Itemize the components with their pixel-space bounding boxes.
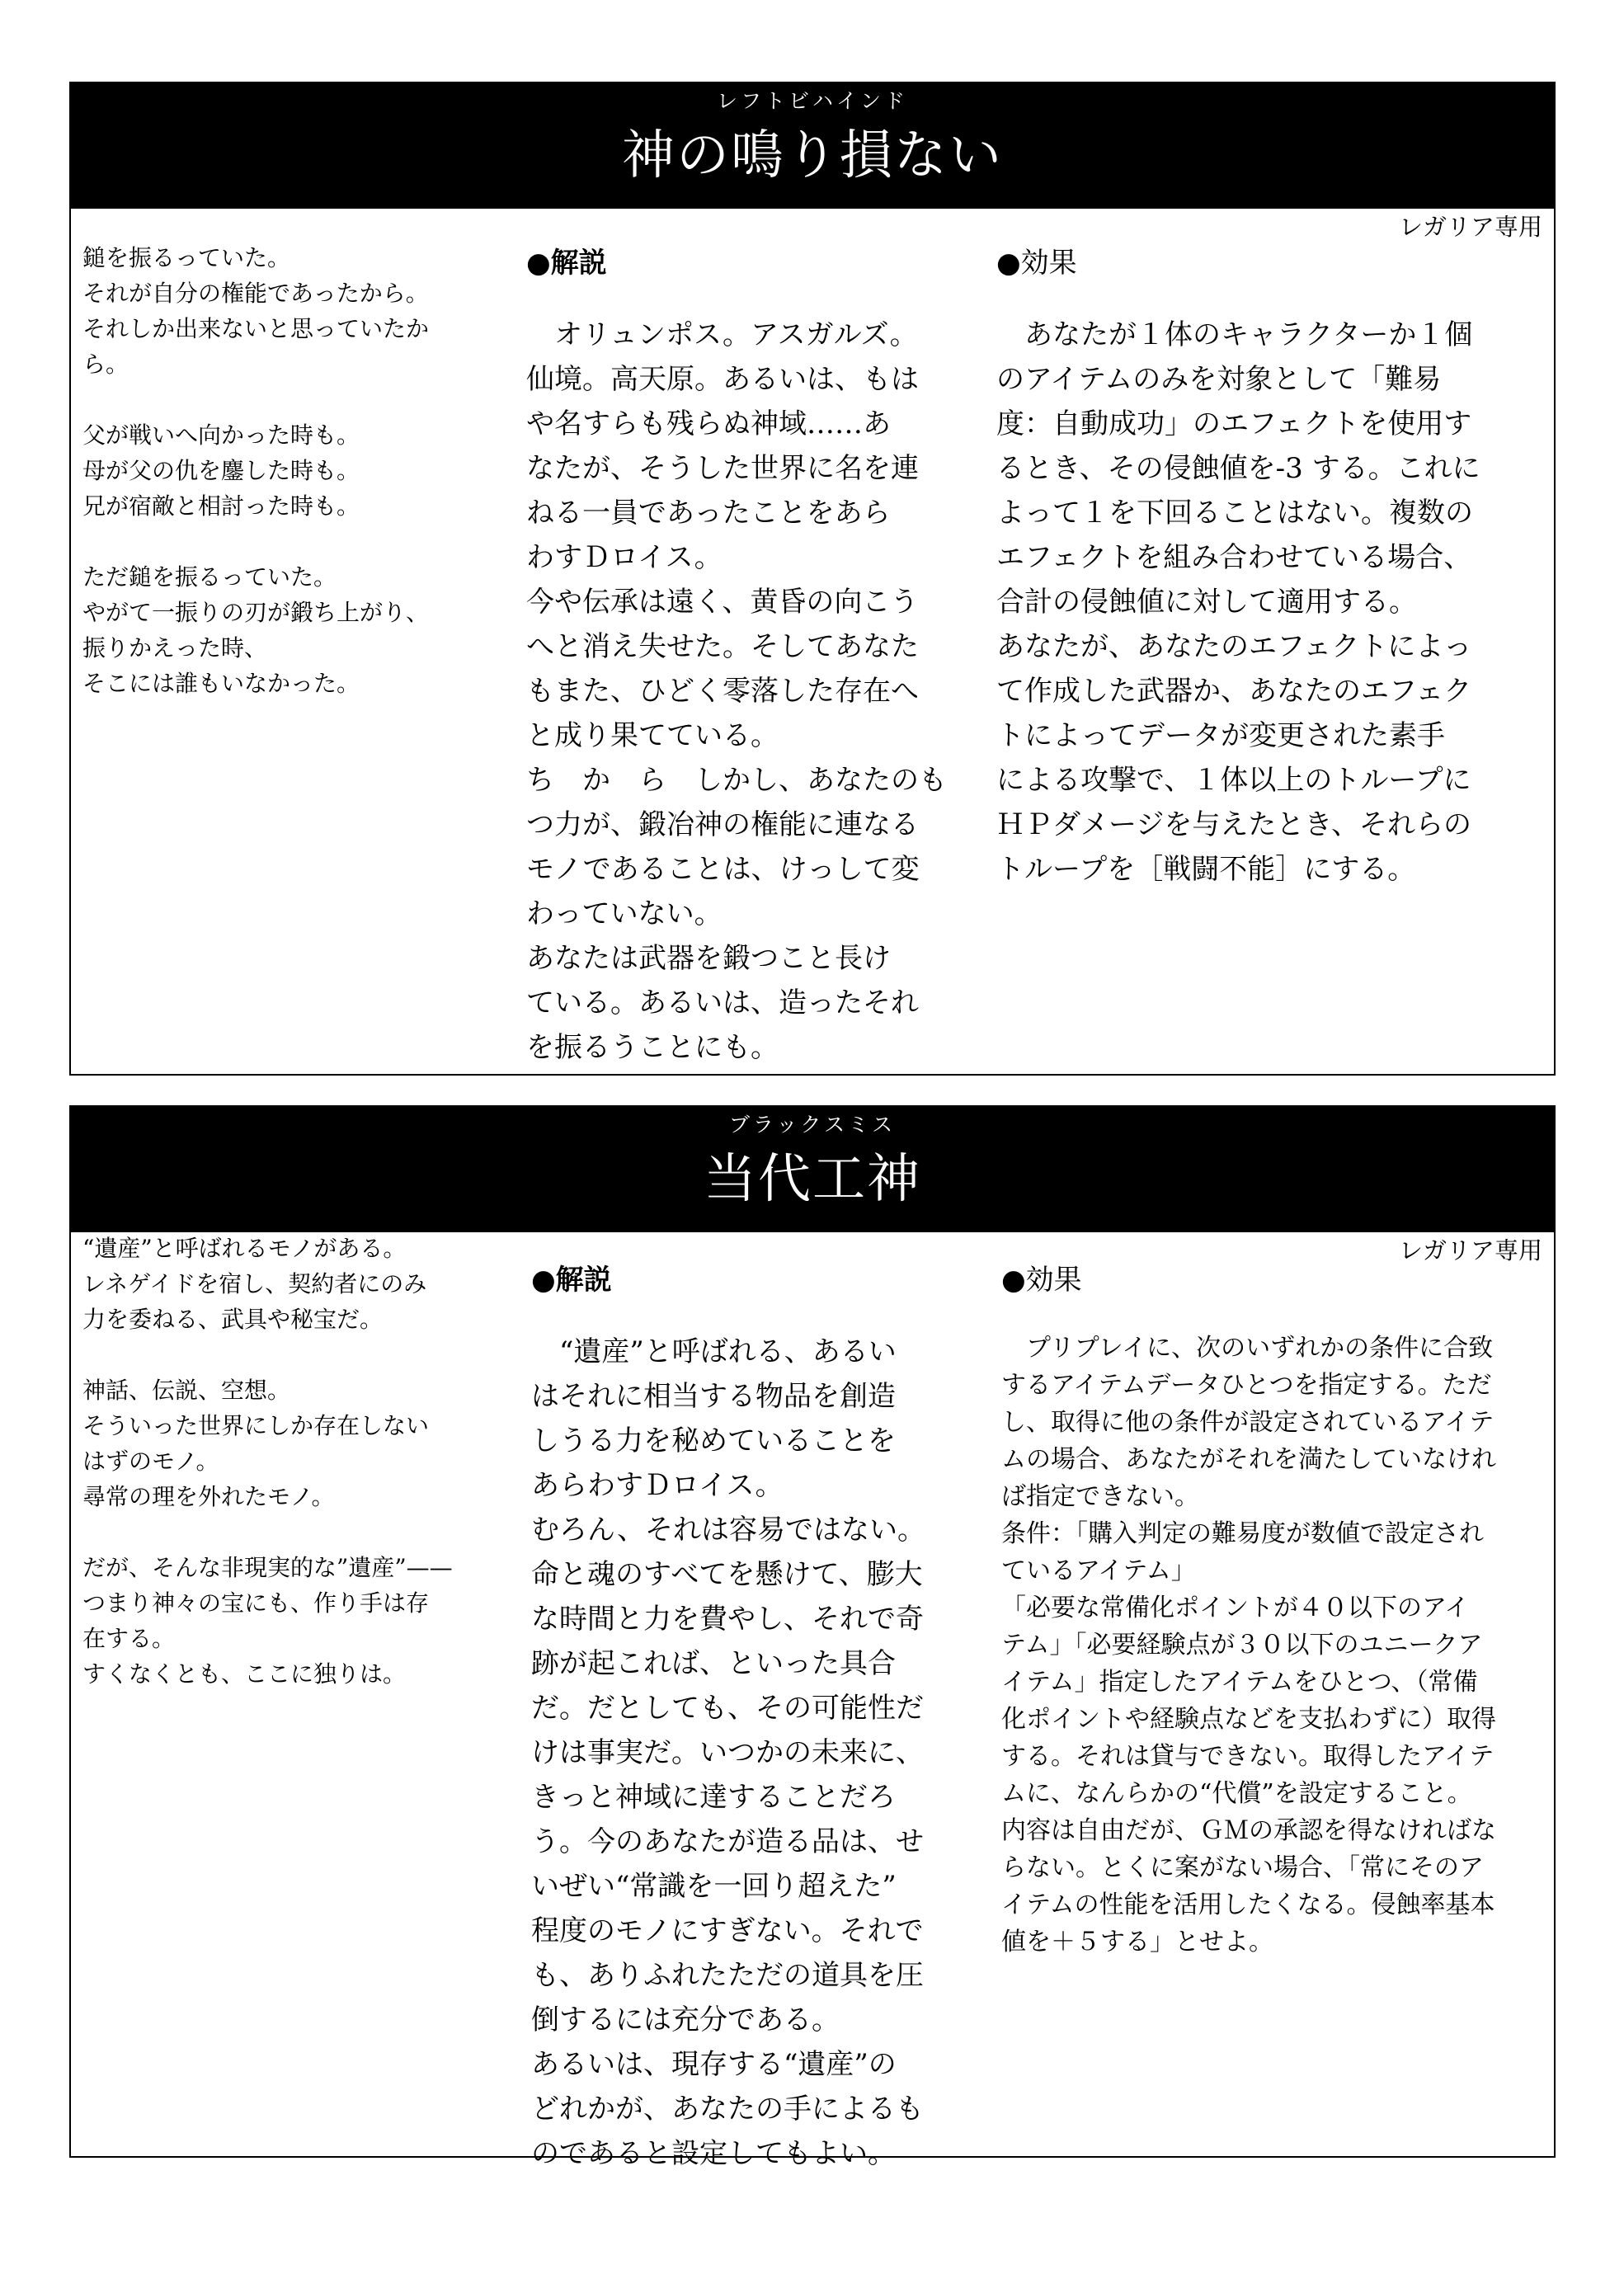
card-left-behind — [69, 82, 1556, 1076]
effect-section — [1001, 1231, 1557, 1992]
flavor-text: “遺産”と呼ばれるモノがある。 レネゲイドを宿し、契約者にのみ 力を委ねる、武具や秘宝だ。 神話、伝説、空想。 そういった世界にしか存在しない はずのモノ。 尋常の理を外れたモノ。 だが、そんな非現実的な”遺産”—— つまり神々の宝にも、作り手は存 在する。 すくなくとも、ここに独りは。 — [82, 1235, 453, 1688]
effect-heading: ●効果 — [996, 247, 1077, 280]
card-header — [71, 83, 1554, 209]
title-ruby: レフトビハインド — [716, 89, 908, 113]
explanation-text: オリュンポス。アスガルズ。 仙境。高天原。あるいは、もは や名すらも残らぬ神域……あ なたが、そうした世界に名を連 ねる一員であったことをあら わすＤロイス。 今や伝承は遠く、黄昏の向こう へと消え失せた。そしてあなた もまた、ひどく零落した存在へ と成り果てている。 ち か ら しかし、あなたのも つ力が、鍛冶神の権能に連なる モノであることは、けっして変 わっていない。 あなたは武器を鍛つこと長け ている。あるいは、造ったそれ を振るうことにも。 — [526, 318, 947, 1064]
effect-text: あなたが１体のキャラクターか１個 のアイテムのみを対象として「難易 度：自動成功」のエフェクトを使用す るとき、その侵蝕値を-3 する。これに よって１を下回ることはない。複数の エフェクトを組み合わせている場合、 合計の侵蝕値に対して適用する。 あなたが、あなたのエフェクトによっ て作成した武器か、あなたのエフェク トによってデータが変更された素手 による攻撃で、１体以上のトループに ＨＰダメージを与えたとき、それらの トループを［戦闘不能］にする。 — [996, 318, 1480, 886]
explanation-section — [531, 1231, 1059, 2207]
effect-section — [996, 214, 1557, 923]
card-title: 神の鳴り損ない — [622, 125, 1003, 186]
card-title: 当代工神 — [704, 1149, 921, 1210]
title-ruby: ブラックスミス — [728, 1113, 897, 1137]
explanation-heading: ●解説 — [526, 247, 607, 280]
regalia-tag: レガリア専用 — [71, 209, 1554, 247]
flavor-text: 鎚を振るっていた。 それが自分の権能であったから。 それしか出来ないと思っていたか ら。 父が戦いへ向かった時も。 母が父の仇を鏖した時も。 兄が宿敵と相討った時も。 ただ鎚を振るっていた。 やがて一振りの刃が鍛ち上がり、 振りかえった時、 そこには誰もいなかった。 — [82, 244, 430, 697]
effect-text: プリプレイに、次のいずれかの条件に合致 するアイテムデータひとつを指定する。ただ し、取得に他の条件が設定されているアイテ ムの場合、あなたがそれを満たしていなけれ ば指定できない。 条件：「購入判定の難易度が数値で設定され ているアイテム」 「必要な常備化ポイントが４０以下のアイ テム」「必要経験点が３０以下のユニークア イテム」指定したアイテムをひとつ、（常備 化ポイントや経験点などを支払わずに）取得 する。それは貸与できない。取得したアイテ ムに、なんらかの“代償”を設定すること。 内容は自由だが、ＧＭの承認を得なければな らない。とくに案がない場合、「常にそのア イテムの性能を活用したくなる。侵蝕率基本 値を＋５する」とせよ。 — [1001, 1334, 1496, 1956]
card-header — [71, 1107, 1554, 1232]
explanation-heading: ●解説 — [531, 1264, 612, 1297]
explanation-text: “遺産”と呼ばれる、あるい はそれに相当する物品を創造 しうる力を秘めていることを あらわすＤロイス。 むろん、それは容易ではない。 命と魂のすべてを懸けて、膨大 な時間と力を費やし、それで奇 跡が起これば、といった具合 だ。だとしても、その可能性だ けは事実だ。いつかの未来に、 きっと神域に達することだろ う。今のあなたが造る品は、せ いぜい“常識を一回り超えた” 程度のモノにすぎない。それで も、ありふれたただの道具を圧 倒するには充分である。 あるいは、現存する“遺産”の どれかが、あなたの手によるも のであると設定してもよい。 — [531, 1335, 926, 2170]
effect-heading: ●効果 — [1001, 1264, 1082, 1297]
regalia-tag: レガリア専用 — [71, 1232, 1554, 1270]
card-blacksmith — [69, 1105, 1556, 2170]
explanation-section — [526, 214, 1054, 1101]
